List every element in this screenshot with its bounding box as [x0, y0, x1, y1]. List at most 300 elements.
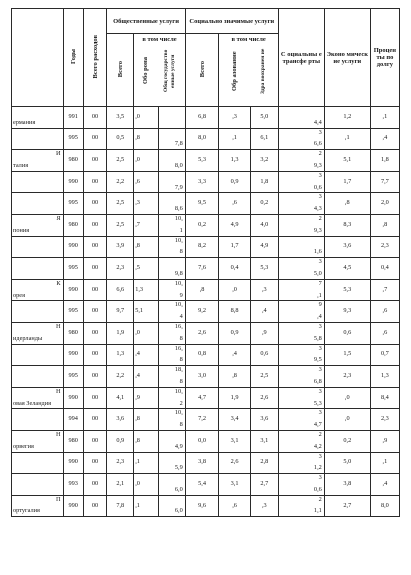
table-row	[12, 150, 400, 172]
cell-public-order-bottom: 8	[179, 356, 183, 364]
cell-country	[12, 366, 64, 388]
cell-public-order	[158, 107, 185, 129]
cell-social-total: 3,8	[185, 452, 219, 474]
cell-social-total: 3,0	[185, 366, 219, 388]
cell-debt: ,4	[370, 474, 399, 496]
cell-economic: 2,3	[324, 366, 370, 388]
cell-total: 00	[83, 193, 107, 215]
cell-debt: ,6	[370, 322, 399, 344]
cell-country	[12, 474, 64, 496]
cell-education: 1,9	[219, 387, 250, 409]
cell-total: 00	[83, 236, 107, 258]
cell-economic: ,0	[324, 387, 370, 409]
cell-public-order	[158, 258, 185, 280]
cell-social-transfers-bottom: 9,3	[313, 161, 322, 169]
cell-country	[12, 279, 64, 301]
cell-social-transfers	[278, 171, 324, 193]
cell-social-transfers	[278, 344, 324, 366]
cell-year: 990	[63, 279, 83, 301]
cell-social-transfers-bottom: ,4	[317, 313, 322, 321]
header-public-including: в том числе Обо рона Общ государство енные услуги	[134, 34, 186, 107]
cell-social-transfers-top: 2	[318, 150, 322, 158]
cell-social-total: 5,4	[185, 474, 219, 496]
cell-public-order-top: 16,	[174, 344, 183, 352]
cell-debt: 2,3	[370, 236, 399, 258]
cell-country	[12, 301, 64, 323]
country-rest: пония	[13, 226, 30, 234]
table-row	[12, 107, 400, 129]
cell-defense: ,3	[134, 193, 159, 215]
cell-defense: ,4	[134, 344, 159, 366]
cell-social-transfers-bottom: 5,3	[313, 399, 322, 407]
country-initial: Н	[56, 430, 61, 438]
cell-defense: ,1	[134, 452, 159, 474]
cell-total: 00	[83, 171, 107, 193]
cell-year: 980	[63, 150, 83, 172]
cell-education: 0,9	[219, 322, 250, 344]
country-initial: Я	[56, 214, 61, 222]
cell-debt: 8,0	[370, 495, 399, 517]
cell-public-order-bottom: 8	[179, 421, 183, 429]
cell-social-transfers-top: 2	[318, 495, 322, 503]
cell-country	[12, 430, 64, 452]
cell-public-total: 1,3	[107, 344, 134, 366]
cell-public-order-bottom: 2	[179, 399, 183, 407]
cell-social-transfers-top: 9	[318, 301, 322, 309]
cell-health: 3,1	[250, 430, 278, 452]
table-body	[12, 107, 400, 517]
cell-health: ,3	[250, 279, 278, 301]
cell-year: 980	[63, 322, 83, 344]
cell-total: 00	[83, 495, 107, 517]
cell-economic: 5,1	[324, 150, 370, 172]
cell-health: ,4	[250, 301, 278, 323]
cell-defense: ,0	[134, 150, 159, 172]
cell-economic: 5,3	[324, 279, 370, 301]
cell-social-transfers-top: 3	[318, 474, 322, 482]
cell-public-order-bottom: 6,0	[174, 507, 183, 515]
cell-social-transfers	[278, 452, 324, 474]
cell-social-transfers-bottom: 1,2	[313, 464, 322, 472]
cell-public-order-top: 10,	[174, 387, 183, 395]
cell-education: 4,9	[219, 214, 250, 236]
cell-country	[12, 409, 64, 431]
cell-social-transfers-bottom: 9,3	[313, 226, 322, 234]
cell-social-total: 0,8	[185, 344, 219, 366]
cell-total: 00	[83, 474, 107, 496]
cell-health: ,9	[250, 322, 278, 344]
cell-debt: ,9	[370, 430, 399, 452]
cell-defense: ,5	[134, 258, 159, 280]
cell-social-transfers-top: 3	[318, 409, 322, 417]
cell-total: 00	[83, 322, 107, 344]
cell-economic: 8,3	[324, 214, 370, 236]
country-rest: талия	[13, 161, 29, 169]
cell-social-transfers-top: 3	[318, 452, 322, 460]
cell-public-order-bottom: 4,9	[174, 442, 183, 450]
table-row	[12, 128, 400, 150]
table-row	[12, 193, 400, 215]
cell-debt: 1,3	[370, 366, 399, 388]
cell-health: 4,9	[250, 236, 278, 258]
cell-economic: 1,7	[324, 171, 370, 193]
cell-public-order	[158, 193, 185, 215]
cell-public-order-bottom: 8,0	[174, 161, 183, 169]
cell-health: 4,0	[250, 214, 278, 236]
cell-health: ,3	[250, 495, 278, 517]
cell-debt: ,7	[370, 279, 399, 301]
statistics-table-page	[11, 8, 400, 517]
cell-social-transfers	[278, 214, 324, 236]
header-public-order: Общ государство енные услуги	[163, 49, 177, 93]
header-years: Годы	[63, 9, 83, 107]
cell-social-transfers-bottom: 4,3	[313, 205, 322, 213]
cell-country	[12, 387, 64, 409]
cell-social-transfers	[278, 193, 324, 215]
cell-year: 980	[63, 430, 83, 452]
cell-social-total: 5,3	[185, 150, 219, 172]
cell-social-transfers	[278, 366, 324, 388]
cell-education: 1,3	[219, 150, 250, 172]
header-education: Обр азование	[230, 51, 238, 91]
cell-health: 2,5	[250, 366, 278, 388]
cell-health: 3,6	[250, 409, 278, 431]
cell-public-order	[158, 366, 185, 388]
cell-public-order-top: 10,	[174, 409, 183, 417]
cell-year: 995	[63, 258, 83, 280]
cell-social-transfers-top: 7	[318, 279, 322, 287]
cell-education: ,8	[219, 366, 250, 388]
cell-total: 00	[83, 279, 107, 301]
cell-total: 00	[83, 150, 107, 172]
cell-social-transfers-top: 3	[318, 366, 322, 374]
cell-public-order	[158, 279, 185, 301]
header-social-transfers: С оциальны е трансфе рты	[278, 9, 324, 107]
cell-social-transfers-top: 3	[318, 171, 322, 179]
cell-social-total: 6,8	[185, 107, 219, 129]
cell-defense: ,9	[134, 387, 159, 409]
country-rest: ортугалия	[13, 507, 40, 515]
cell-defense: 1,3	[134, 279, 159, 301]
cell-year: 995	[63, 366, 83, 388]
cell-country	[12, 214, 64, 236]
cell-country	[12, 193, 64, 215]
cell-social-total: 4,7	[185, 387, 219, 409]
cell-defense: ,8	[134, 128, 159, 150]
cell-public-total: 2,3	[107, 452, 134, 474]
expenditure-table	[11, 8, 400, 517]
cell-defense: ,7	[134, 214, 159, 236]
cell-total: 00	[83, 366, 107, 388]
cell-public-order-top: 10,	[174, 301, 183, 309]
cell-economic: 9,3	[324, 301, 370, 323]
cell-public-order-bottom: 1	[179, 226, 183, 234]
cell-public-total: 0,5	[107, 128, 134, 150]
cell-social-transfers-top: 3	[318, 258, 322, 266]
cell-defense: ,0	[134, 474, 159, 496]
cell-debt: ,6	[370, 301, 399, 323]
cell-social-transfers	[278, 409, 324, 431]
cell-year: 990	[63, 236, 83, 258]
cell-public-order-bottom: 8	[179, 248, 183, 256]
cell-economic: 1,5	[324, 344, 370, 366]
cell-economic: 5,0	[324, 452, 370, 474]
cell-health: 5,3	[250, 258, 278, 280]
cell-public-order	[158, 495, 185, 517]
cell-public-order-bottom: 8	[179, 377, 183, 385]
cell-social-transfers-top: 3	[318, 128, 322, 136]
cell-education: 1,7	[219, 236, 250, 258]
cell-economic: 1,2	[324, 107, 370, 129]
cell-total: 00	[83, 452, 107, 474]
cell-social-transfers	[278, 279, 324, 301]
cell-public-order-bottom: 8	[179, 334, 183, 342]
cell-social-transfers-bottom: 6,6	[313, 140, 322, 148]
cell-social-total: 9,6	[185, 495, 219, 517]
cell-social-transfers-top: 2	[318, 214, 322, 222]
cell-health: 1,8	[250, 171, 278, 193]
header-social-services: Социально значимые услуги	[185, 9, 278, 34]
cell-total: 00	[83, 387, 107, 409]
cell-social-transfers-bottom: 5,0	[313, 269, 322, 277]
cell-social-transfers	[278, 128, 324, 150]
header-social-including: в том числе Обр азование Здра воохранен ие	[219, 34, 278, 107]
cell-economic: ,8	[324, 193, 370, 215]
header-total-expenses: Всего расходов	[83, 9, 107, 107]
cell-health: 5,0	[250, 107, 278, 129]
cell-social-transfers	[278, 258, 324, 280]
cell-social-transfers	[278, 301, 324, 323]
cell-year: 990	[63, 495, 83, 517]
cell-public-total: 2,1	[107, 474, 134, 496]
table-row	[12, 258, 400, 280]
cell-public-total: 7,8	[107, 495, 134, 517]
cell-public-total: 2,5	[107, 214, 134, 236]
cell-public-order	[158, 430, 185, 452]
cell-social-transfers-bottom: 4,2	[313, 442, 322, 450]
cell-social-total: 2,6	[185, 322, 219, 344]
cell-social-transfers	[278, 236, 324, 258]
cell-economic: 4,5	[324, 258, 370, 280]
header-debt-interest: Процен ты по долгу	[370, 9, 399, 107]
country-initial: К	[56, 279, 61, 287]
table-row	[12, 344, 400, 366]
table-row	[12, 430, 400, 452]
cell-social-total: 8,2	[185, 236, 219, 258]
cell-social-transfers	[278, 387, 324, 409]
country-rest: овая Зеландия	[13, 399, 52, 407]
cell-social-transfers	[278, 107, 324, 129]
cell-education: ,3	[219, 107, 250, 129]
cell-year: 995	[63, 301, 83, 323]
cell-debt: 2,3	[370, 409, 399, 431]
cell-health: 3,2	[250, 150, 278, 172]
cell-public-order-bottom: 7,8	[174, 140, 183, 148]
cell-public-order-bottom: 8,6	[174, 205, 183, 213]
cell-social-total: ,8	[185, 279, 219, 301]
cell-health: 2,6	[250, 387, 278, 409]
cell-defense: ,1	[134, 495, 159, 517]
cell-public-order	[158, 214, 185, 236]
country-initial: П	[56, 495, 61, 503]
cell-year: 990	[63, 387, 83, 409]
cell-public-order	[158, 322, 185, 344]
cell-year: 995	[63, 128, 83, 150]
cell-education: 3,1	[219, 474, 250, 496]
country-rest: идерланды	[13, 334, 43, 342]
cell-defense: ,8	[134, 236, 159, 258]
cell-social-transfers-bottom: 1,1	[313, 507, 322, 515]
cell-year: 995	[63, 193, 83, 215]
cell-social-transfers-top: 3	[318, 322, 322, 330]
table-row	[12, 409, 400, 431]
cell-social-transfers	[278, 322, 324, 344]
cell-country	[12, 495, 64, 517]
cell-year: 994	[63, 409, 83, 431]
cell-debt: 2,0	[370, 193, 399, 215]
table-row	[12, 214, 400, 236]
header-defense: Обо рона	[141, 57, 149, 85]
cell-total: 00	[83, 258, 107, 280]
cell-public-order-top: 10,	[174, 236, 183, 244]
cell-total: 00	[83, 214, 107, 236]
cell-total: 00	[83, 301, 107, 323]
cell-public-order-bottom: 6,0	[174, 485, 183, 493]
cell-public-order	[158, 344, 185, 366]
header-country	[12, 9, 64, 107]
cell-public-total: 3,5	[107, 107, 134, 129]
cell-education: 0,9	[219, 171, 250, 193]
cell-public-order-top: 16,	[174, 322, 183, 330]
cell-public-total: 2,3	[107, 258, 134, 280]
cell-education: 2,6	[219, 452, 250, 474]
cell-social-transfers-bottom: 9,5	[313, 356, 322, 364]
cell-total: 00	[83, 107, 107, 129]
cell-social-transfers-top: 2	[318, 430, 322, 438]
cell-social-transfers	[278, 150, 324, 172]
cell-public-order-bottom: 7,9	[174, 183, 183, 191]
cell-economic: 0,6	[324, 322, 370, 344]
cell-total: 00	[83, 344, 107, 366]
cell-country	[12, 258, 64, 280]
cell-country	[12, 128, 64, 150]
cell-public-order-top: 18,	[174, 366, 183, 374]
header-public-total: Всего	[107, 34, 134, 107]
cell-public-order-top: 10,	[174, 214, 183, 222]
cell-defense: ,4	[134, 366, 159, 388]
cell-public-order-bottom: 5,9	[174, 464, 183, 472]
country-rest: орвегия	[13, 442, 34, 450]
cell-year: 980	[63, 214, 83, 236]
cell-public-total: 6,6	[107, 279, 134, 301]
country-rest: орея	[13, 291, 25, 299]
cell-year: 990	[63, 171, 83, 193]
table-row	[12, 236, 400, 258]
cell-economic: 3,6	[324, 236, 370, 258]
cell-economic: ,1	[324, 128, 370, 150]
cell-public-total: 9,7	[107, 301, 134, 323]
country-initial: И	[56, 150, 61, 158]
cell-social-transfers	[278, 474, 324, 496]
cell-country	[12, 236, 64, 258]
cell-public-order	[158, 301, 185, 323]
cell-public-total: 4,1	[107, 387, 134, 409]
cell-year: 990	[63, 344, 83, 366]
cell-health: 2,7	[250, 474, 278, 496]
cell-social-transfers-top: 3	[318, 387, 322, 395]
cell-debt: 0,4	[370, 258, 399, 280]
cell-public-order-bottom: 9	[179, 291, 183, 299]
cell-country	[12, 344, 64, 366]
cell-social-transfers-bottom: 0,6	[313, 485, 322, 493]
cell-public-order-bottom: 4	[179, 313, 183, 321]
cell-year: 990	[63, 452, 83, 474]
cell-social-transfers	[278, 430, 324, 452]
country-initial: Н	[56, 387, 61, 395]
cell-total: 00	[83, 430, 107, 452]
cell-country	[12, 322, 64, 344]
cell-public-order	[158, 387, 185, 409]
cell-education: 3,4	[219, 409, 250, 431]
cell-debt: 0,7	[370, 344, 399, 366]
header-row-1	[12, 9, 400, 34]
table-row	[12, 301, 400, 323]
cell-social-transfers-bottom: 4,7	[313, 421, 322, 429]
cell-defense: ,0	[134, 107, 159, 129]
table-row	[12, 452, 400, 474]
cell-education: ,1	[219, 128, 250, 150]
cell-education: 8,8	[219, 301, 250, 323]
table-row	[12, 322, 400, 344]
cell-public-total: 3,6	[107, 409, 134, 431]
table-row	[12, 474, 400, 496]
cell-public-order	[158, 236, 185, 258]
cell-debt: 8,4	[370, 387, 399, 409]
cell-public-total: 2,2	[107, 366, 134, 388]
cell-public-total: 3,9	[107, 236, 134, 258]
cell-public-order	[158, 128, 185, 150]
cell-health: 6,1	[250, 128, 278, 150]
table-row	[12, 279, 400, 301]
cell-defense: ,6	[134, 171, 159, 193]
header-health: Здра воохранен ие	[259, 48, 266, 94]
cell-social-total: 7,2	[185, 409, 219, 431]
cell-social-total: 8,0	[185, 128, 219, 150]
cell-defense: ,8	[134, 430, 159, 452]
cell-debt: ,1	[370, 107, 399, 129]
cell-social-transfers-top: 3	[318, 193, 322, 201]
cell-country	[12, 107, 64, 129]
cell-social-total: 0,2	[185, 214, 219, 236]
cell-economic: 0,2	[324, 430, 370, 452]
cell-public-order	[158, 474, 185, 496]
cell-social-total: 7,6	[185, 258, 219, 280]
cell-economic: ,0	[324, 409, 370, 431]
cell-education: ,4	[219, 344, 250, 366]
cell-defense: ,0	[134, 322, 159, 344]
cell-social-total: 3,3	[185, 171, 219, 193]
cell-social-total: 9,5	[185, 193, 219, 215]
cell-public-total: 0,9	[107, 430, 134, 452]
header-economic-services: Эконо мическ ие услуги	[324, 9, 370, 107]
cell-social-transfers-bottom: 6,8	[313, 377, 322, 385]
cell-country	[12, 150, 64, 172]
cell-debt: ,8	[370, 214, 399, 236]
country-rest: ермания	[13, 118, 36, 126]
cell-public-order	[158, 171, 185, 193]
cell-social-transfers-top: 3	[318, 344, 322, 352]
header-public-services: Общественные услуги	[107, 9, 185, 34]
